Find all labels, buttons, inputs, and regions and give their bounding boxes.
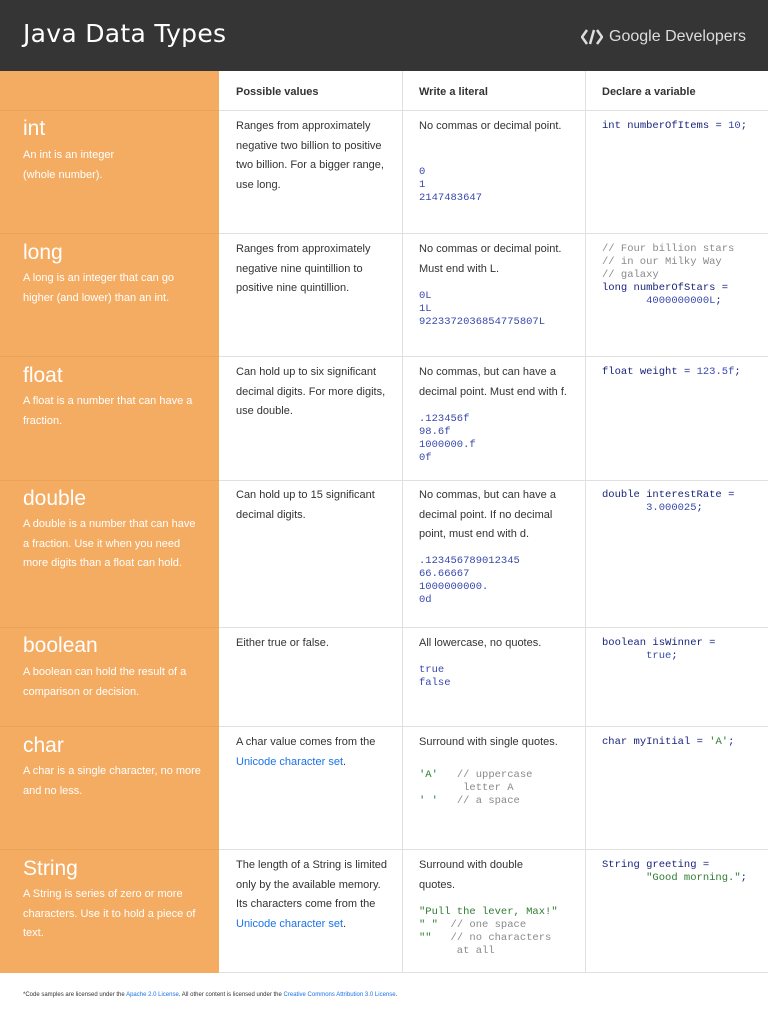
- row-divider: [0, 849, 219, 850]
- row-divider: [0, 726, 219, 727]
- row-divider: [219, 972, 768, 973]
- column-divider: [402, 71, 403, 973]
- type-name-float: float: [23, 364, 63, 387]
- row-divider: [0, 233, 219, 234]
- values-boolean: Either true or false.: [236, 637, 329, 649]
- declare-int: int numberOfItems = 10;: [602, 120, 747, 132]
- row-divider: [0, 110, 219, 111]
- literal-text-long: No commas or decimal point. Must end with L.: [419, 243, 562, 275]
- literal-text-string: Surround with double quotes.: [419, 859, 523, 891]
- literal-code-long: 0L 1L 9223372036854775807L: [419, 290, 546, 328]
- declare-long: // Four billion stars // in our Milky Way // galaxy long numberOfStars = 4000000000L;: [602, 243, 735, 307]
- page-title: Java Data Types: [23, 19, 227, 48]
- column-divider: [585, 71, 586, 973]
- type-desc-double: A double is a number that can have a fraction. Use it when you need more digits than a float can hold.: [23, 518, 196, 569]
- row-divider: [0, 627, 219, 628]
- row-divider: [219, 726, 768, 727]
- literal-code-string: "Pull the lever, Max!" " " // one space "" // no characters at all: [419, 906, 558, 957]
- literal-text-boolean: All lowercase, no quotes.: [419, 637, 542, 649]
- cc-license-link[interactable]: Creative Commons Attribution 3.0 License: [283, 992, 396, 998]
- type-desc-long: A long is an integer that can go higher (and lower) than an int.: [23, 272, 175, 304]
- col-header-literal: Write a literal: [419, 86, 488, 98]
- type-name-string: String: [23, 857, 78, 880]
- literal-text-int: No commas or decimal point.: [419, 120, 562, 132]
- brand-logo: [581, 28, 746, 46]
- values-double: Can hold up to 15 significant decimal digits.: [236, 489, 375, 521]
- row-divider: [0, 356, 219, 357]
- row-divider: [219, 480, 768, 481]
- values-float: Can hold up to six significant decimal digits. For more digits, use double.: [236, 366, 386, 417]
- values-string: The length of a String is limited only by the available memory. Its characters come from the Unicode character set.: [236, 859, 388, 930]
- unicode-link[interactable]: Unicode character set: [236, 755, 343, 768]
- row-divider: [219, 110, 768, 111]
- literal-text-char: Surround with single quotes.: [419, 736, 558, 748]
- row-divider: [219, 627, 768, 628]
- literal-code-char: 'A' // uppercase letter A ' ' // a space: [419, 769, 533, 807]
- literal-code-boolean: true false: [419, 664, 451, 689]
- row-divider: [0, 480, 219, 481]
- declare-char: char myInitial = 'A';: [602, 736, 735, 748]
- literal-code-float: .123456f 98.6f 1000000.f 0f: [419, 413, 476, 464]
- unicode-link[interactable]: Unicode character set: [236, 917, 343, 930]
- col-header-values: Possible values: [236, 86, 319, 98]
- license-footer: *Code samples are licensed under the Apache 2.0 License. All other content is licensed under the Creative Commons Attribution 3.0 License.: [23, 992, 398, 998]
- values-char: A char value comes from the Unicode character set.: [236, 736, 376, 768]
- literal-code-double: .123456789012345 66.66667 1000000000. 0d: [419, 555, 520, 606]
- declare-float: float weight = 123.5f;: [602, 366, 741, 378]
- header-bar: [0, 0, 768, 71]
- declare-boolean: boolean isWinner = true;: [602, 637, 716, 662]
- type-name-long: long: [23, 241, 63, 264]
- literal-code-int: 0 1 2147483647: [419, 166, 483, 204]
- declare-double: double interestRate = 3.000025;: [602, 489, 735, 514]
- values-long: Ranges from approximately negative nine quintillion to positive nine quintillion.: [236, 243, 371, 294]
- brand-name: Google Developers: [609, 28, 746, 45]
- type-desc-int: An int is an integer (whole number).: [23, 149, 115, 181]
- type-desc-boolean: A boolean can hold the result of a comparison or decision.: [23, 666, 187, 698]
- google-developers-icon: [581, 29, 603, 45]
- row-divider: [219, 233, 768, 234]
- type-name-int: int: [23, 117, 46, 140]
- type-desc-float: A float is a number that can have a fraction.: [23, 395, 193, 427]
- row-divider: [219, 849, 768, 850]
- type-name-double: double: [23, 487, 87, 510]
- type-desc-char: A char is a single character, no more and no less.: [23, 765, 201, 797]
- declare-string: String greeting = "Good morning.";: [602, 859, 747, 884]
- type-name-boolean: boolean: [23, 634, 98, 657]
- col-header-declare: Declare a variable: [602, 86, 696, 98]
- type-name-char: char: [23, 734, 64, 757]
- type-desc-string: A String is series of zero or more characters. Use it to hold a piece of text.: [23, 888, 196, 939]
- values-int: Ranges from approximately negative two billion to positive two billion. For a bigger range, use long.: [236, 120, 384, 191]
- apache-license-link[interactable]: Apache 2.0 License: [126, 992, 179, 998]
- row-divider: [219, 356, 768, 357]
- literal-text-float: No commas, but can have a decimal point. Must end with f.: [419, 366, 567, 398]
- literal-text-double: No commas, but can have a decimal point. If no decimal point, must end with d.: [419, 489, 556, 540]
